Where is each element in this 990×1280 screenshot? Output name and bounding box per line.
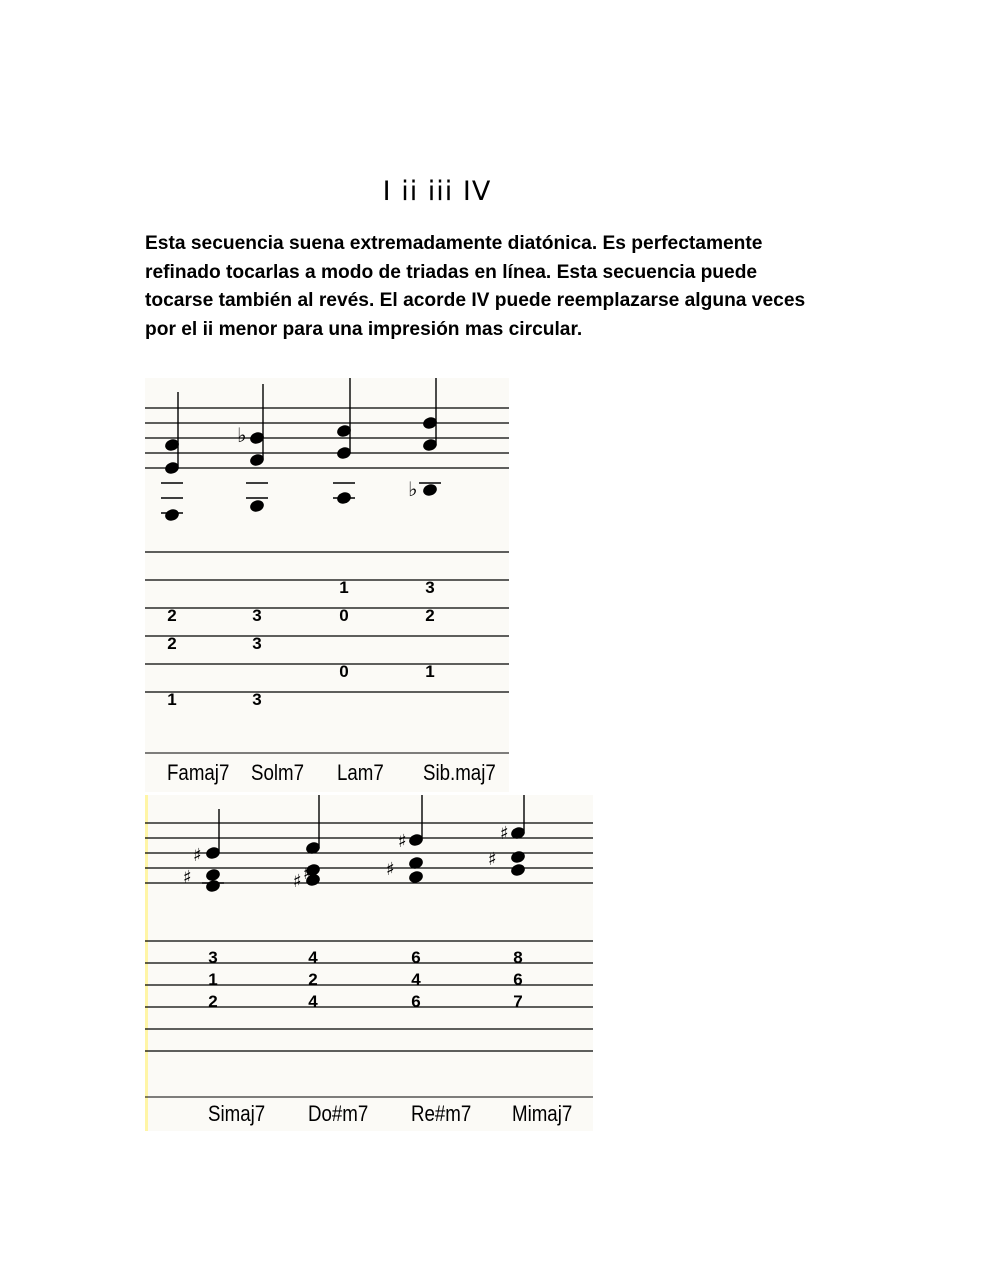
tab-fret-number: 3 [425, 578, 435, 597]
paragraph-line: tocarse también al revés. El acorde IV puede reemplazarse alguna veces [145, 290, 806, 312]
sharp-sign: ♯ [398, 831, 407, 852]
page-title: I ii iii IV [382, 176, 492, 207]
tab-fret-number: 1 [167, 690, 177, 709]
tab-fret-number: 3 [252, 606, 262, 625]
chord-label: Sib.maj7 [423, 760, 496, 785]
note-head [205, 878, 222, 893]
chord-label: Solm7 [251, 760, 305, 785]
tab-fret-number: 3 [252, 690, 262, 709]
chord-label: Mimaj7 [512, 1101, 573, 1126]
tab-fret-number: 2 [167, 606, 177, 625]
tab-fret-number: 1 [208, 970, 218, 989]
chord-label: Re#m7 [411, 1101, 472, 1126]
description-paragraph [145, 230, 865, 344]
tab-fret-number: 6 [513, 970, 523, 989]
paragraph-line: refinado tocarlas a modo de triadas en línea. Esta secuencia puede [145, 261, 758, 283]
note-head [510, 862, 527, 877]
tab-fret-number: 3 [252, 634, 262, 653]
sharp-sign: ♯ [303, 863, 312, 884]
staff-and-tab-1 [145, 378, 509, 792]
chord-label: Lam7 [337, 760, 384, 785]
chord-label: Simaj7 [208, 1101, 266, 1126]
tab-fret-number: 1 [425, 662, 435, 681]
tab-fret-number: 2 [425, 606, 435, 625]
tab-fret-number: 2 [308, 970, 318, 989]
note-head [510, 849, 527, 864]
tab-fret-number: 6 [411, 992, 421, 1011]
tab-fret-number: 7 [513, 992, 523, 1011]
note-head [164, 507, 181, 522]
tab-fret-number: 6 [411, 948, 421, 967]
note-head [422, 482, 439, 497]
tab-fret-number: 0 [339, 662, 349, 681]
paragraph-line: Esta secuencia suena extremadamente diatónica. Es perfectamente [145, 233, 763, 254]
staff-and-tab-2 [145, 795, 593, 1131]
note-head [408, 869, 425, 884]
chord-label: Famaj7 [167, 760, 230, 785]
sharp-sign: ♯ [293, 871, 302, 892]
tab-fret-number: 2 [167, 634, 177, 653]
tab-fret-number: 4 [308, 992, 318, 1011]
notation-figure-1 [145, 378, 509, 792]
sharp-sign: ♯ [386, 859, 395, 880]
tab-fret-number: 2 [208, 992, 218, 1011]
sharp-sign: ♯ [500, 823, 509, 844]
flat-sign: ♭ [237, 423, 247, 447]
tab-fret-number: 4 [308, 948, 318, 967]
sharp-sign: ♯ [488, 849, 497, 870]
note-head [205, 867, 222, 882]
paragraph-line: por el ii menor para una impresión mas circular. [145, 318, 583, 340]
chord-label: Do#m7 [308, 1101, 369, 1126]
sharp-sign: ♯ [183, 867, 192, 888]
tab-fret-number: 4 [411, 970, 421, 989]
tab-fret-number: 1 [339, 578, 349, 597]
tab-fret-number: 0 [339, 606, 349, 625]
tab-fret-number: 8 [513, 948, 523, 967]
flat-sign: ♭ [408, 477, 418, 501]
sharp-sign: ♯ [193, 845, 202, 866]
note-head [249, 498, 266, 513]
notation-figure-2 [145, 795, 593, 1131]
tab-fret-number: 3 [208, 948, 218, 967]
